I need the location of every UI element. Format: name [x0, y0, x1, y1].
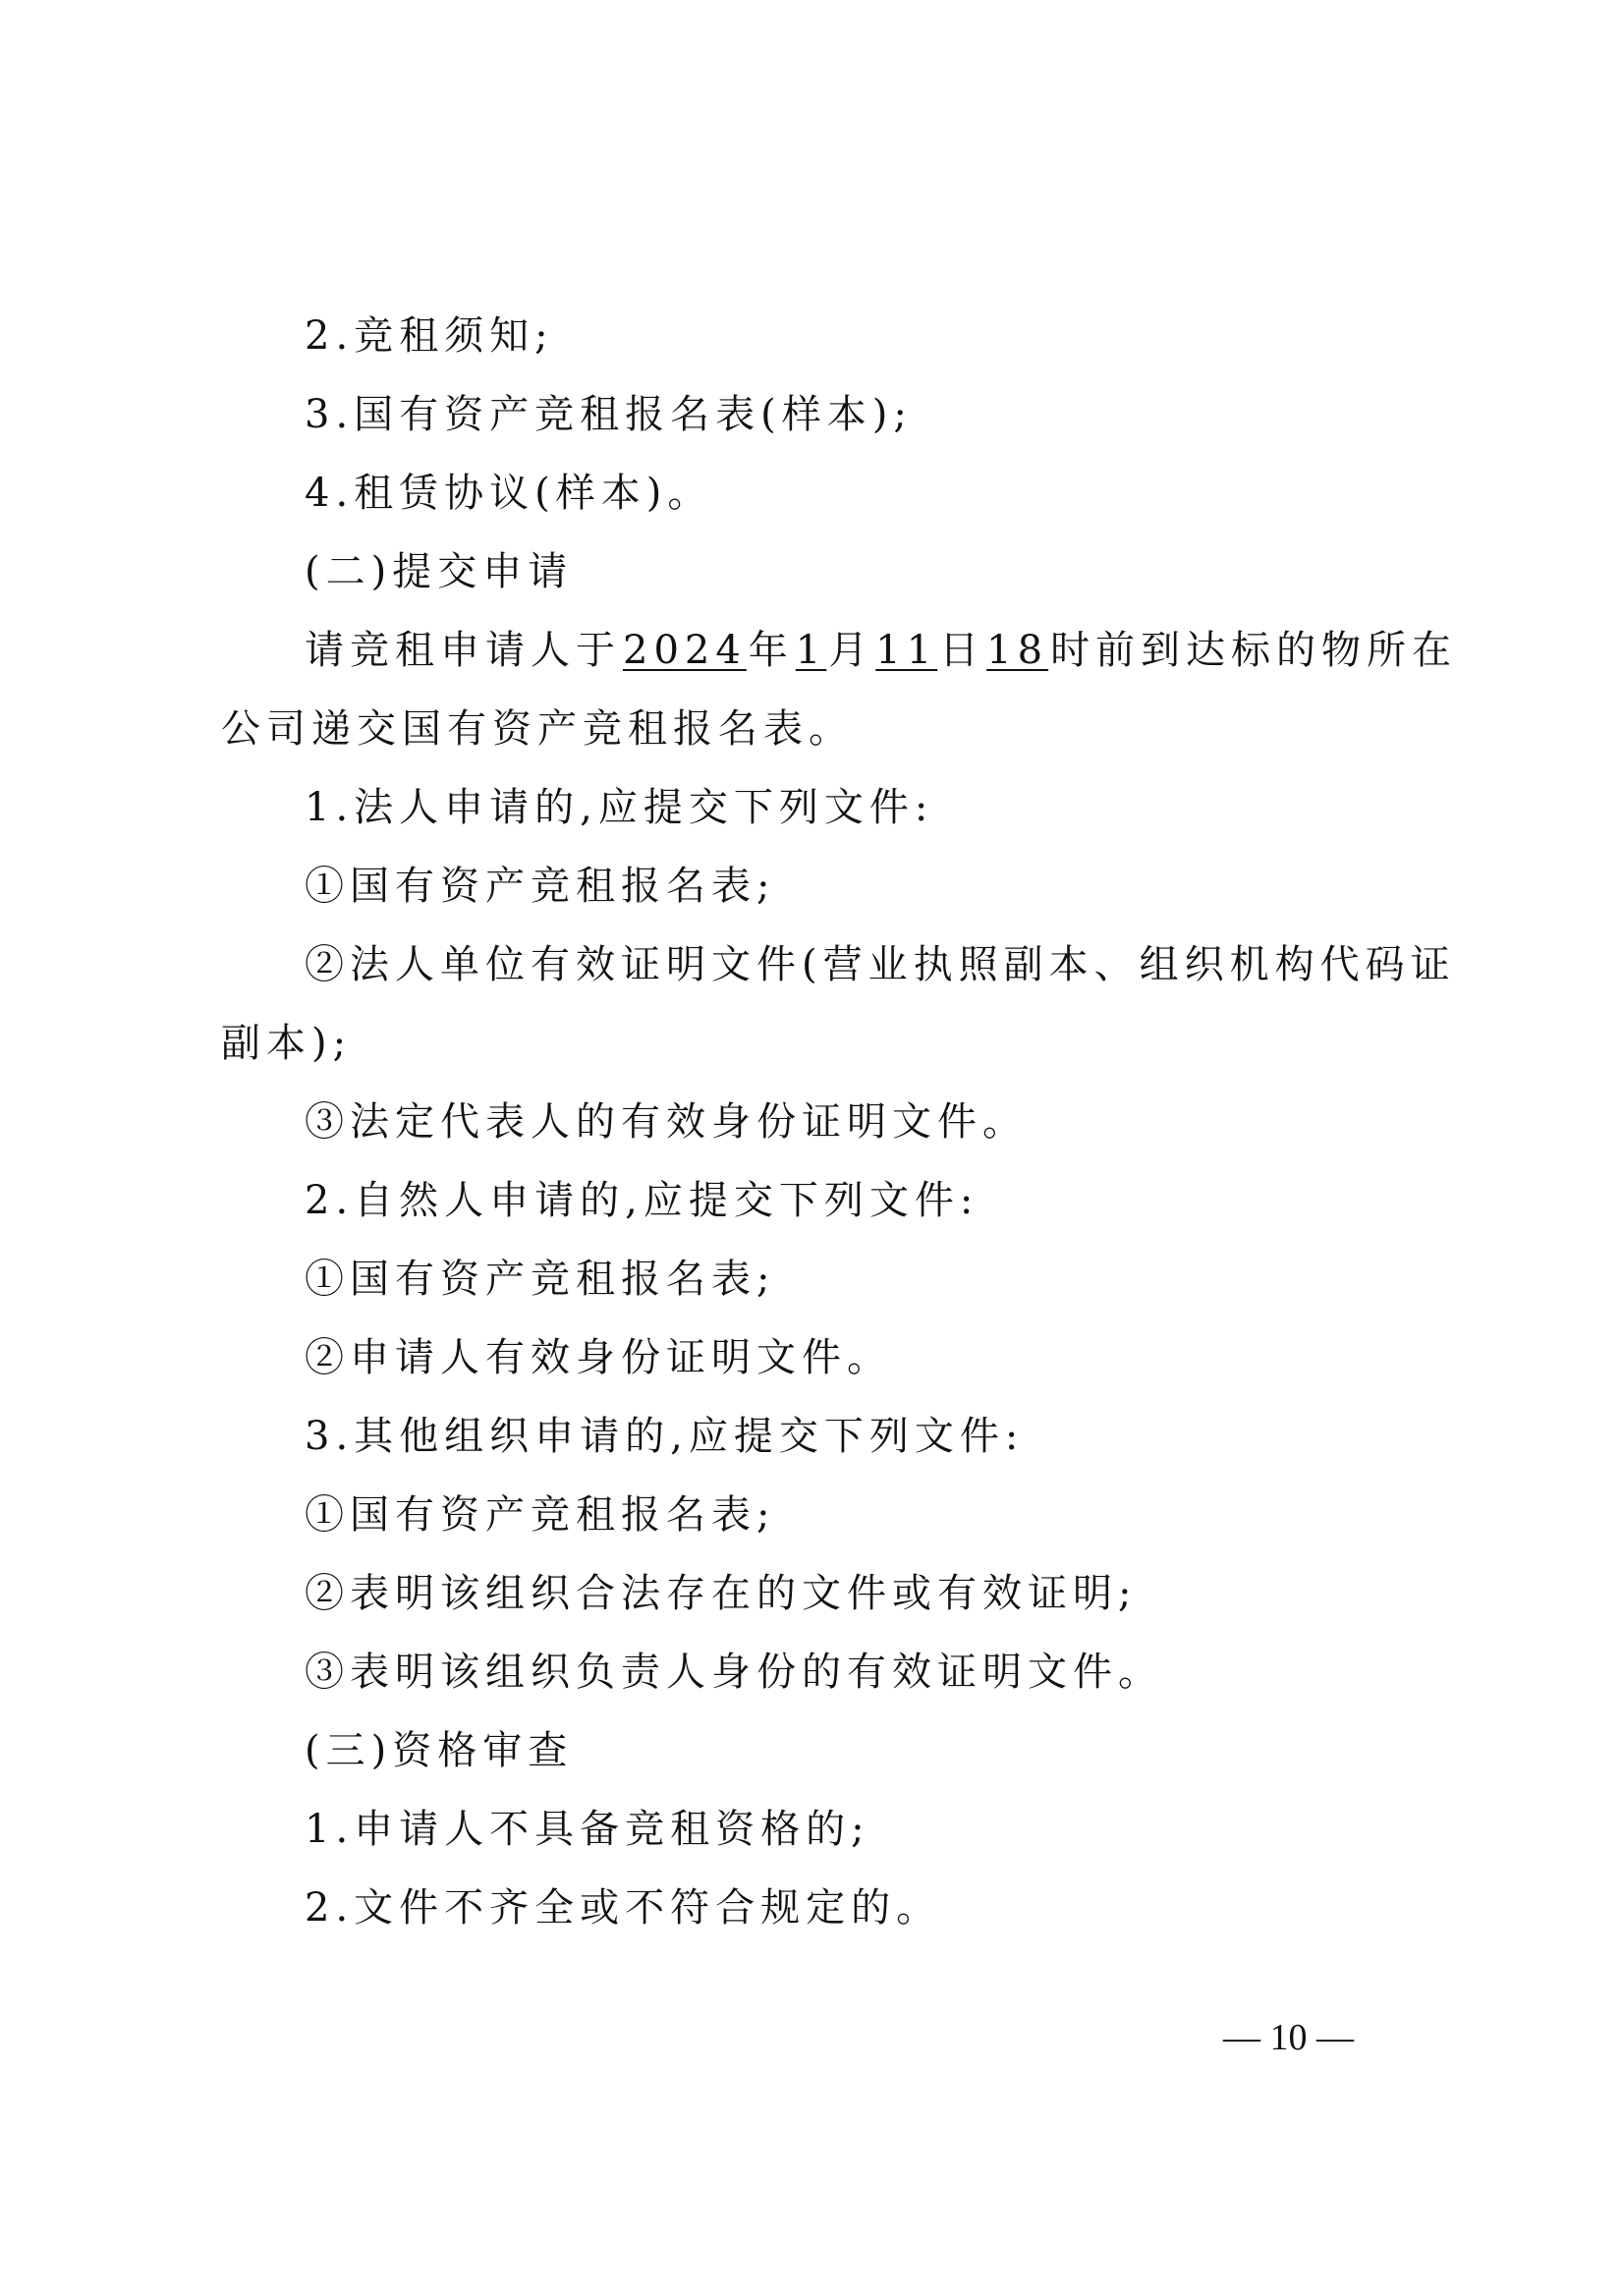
deadline-year-suffix: 年 — [748, 628, 794, 673]
deadline-month-suffix: 月 — [828, 628, 874, 673]
deadline-year: 2024 — [623, 628, 747, 673]
item-notice: 2.竞租须知; — [305, 313, 554, 359]
deadline-day-suffix: 日 — [939, 628, 985, 673]
legal-person-item-2: ②法人单位有效证明文件(营业执照副本、组织机构代码证 — [305, 942, 1456, 987]
section-heading-qualification-review: (三)资格审查 — [305, 1728, 574, 1773]
deadline-suffix: 时前到达标的物所在 — [1050, 628, 1458, 673]
section-heading-submit-application: (二)提交申请 — [305, 549, 574, 594]
page-number: — 10 — — [1223, 2017, 1354, 2058]
deadline-sentence-continued: 公司递交国有资产竞租报名表。 — [221, 706, 854, 752]
other-organization-item-1: ①国有资产竞租报名表; — [305, 1492, 776, 1538]
deadline-hour: 18 — [986, 628, 1049, 673]
review-item-1: 1.申请人不具备竞租资格的; — [305, 1807, 870, 1852]
deadline-prefix: 请竞租申请人于 — [305, 628, 621, 673]
legal-person-item-3: ③法定代表人的有效身份证明文件。 — [305, 1099, 1028, 1145]
natural-person-heading: 2.自然人申请的,应提交下列文件: — [305, 1178, 979, 1223]
legal-person-item-2-continued: 副本); — [221, 1021, 353, 1066]
legal-person-heading: 1.法人申请的,应提交下列文件: — [305, 785, 934, 830]
natural-person-item-1: ①国有资产竞租报名表; — [305, 1257, 776, 1302]
item-registration-form-sample: 3.国有资产竞租报名表(样本); — [305, 392, 913, 437]
deadline-month: 1 — [795, 628, 827, 673]
deadline-day: 11 — [875, 628, 938, 673]
natural-person-item-2: ②申请人有效身份证明文件。 — [305, 1335, 892, 1380]
review-item-2: 2.文件不齐全或不符合规定的。 — [305, 1885, 942, 1931]
other-organization-heading: 3.其他组织申请的,应提交下列文件: — [305, 1414, 1025, 1459]
deadline-sentence — [305, 627, 1457, 674]
other-organization-item-2: ②表明该组织合法存在的文件或有效证明; — [305, 1571, 1138, 1616]
legal-person-item-1: ①国有资产竞租报名表; — [305, 864, 776, 909]
item-lease-agreement-sample: 4.租赁协议(样本)。 — [305, 471, 713, 516]
other-organization-item-3: ③表明该组织负责人身份的有效证明文件。 — [305, 1650, 1163, 1695]
